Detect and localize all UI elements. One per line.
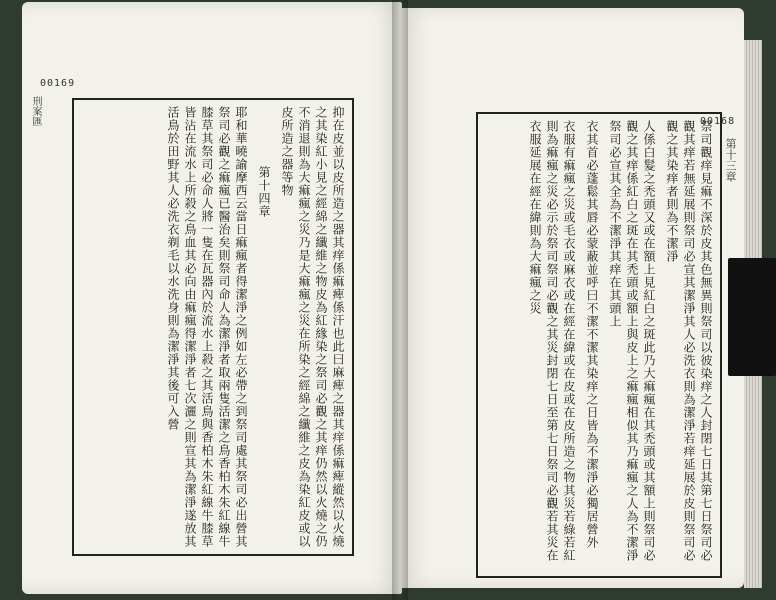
right-paragraph: 衣服有痲瘋之災或毛衣或麻衣或在經在緯或在皮或在皮所造之物其災若綠若紅則為痲瘋之災必示於祭司祭司必觀之其災封閉七日至第七日祭司必觀若其災在衣服延展在經在緯則為大痲瘋之災 [528,120,576,562]
right-paragraph: 衣其首必蓬鬆其唇必蒙蔽並呼曰不潔不潔其染痒之日皆為不潔淨必獨居營外 [585,120,599,549]
right-text-frame [476,112,722,578]
left-page-number: 00169 [40,78,76,89]
right-page-number: 00168 [700,116,736,127]
right-text-block [484,120,714,570]
left-paragraph: 耶和華曉諭摩西云當日痲瘋者得潔淨之例如左必帶之到祭司處其祭司必出營其祭司必觀之痲瘋已醫治矣則祭司命人為潔淨者取兩隻活潔之鳥香柏木朱紅線牛膝草其祭司必命人將一隻在瓦器內於流水上殺之其活鳥與香柏木朱紅線牛膝草皆沾在流水上所殺之鳥血其必向由痲瘋得潔淨者七次灑之則宣其為潔淨遂放其活鳥於田野其人必洗衣剃毛以水洗身則為潔淨其後可入營 [166,106,248,548]
left-page [22,2,402,594]
right-side-label: 第十三章 [724,138,737,182]
left-text-block [80,106,346,548]
left-margin-label: 刑案匯 [30,96,41,126]
book-gutter [392,0,408,600]
chapter-heading: 第十四章 [257,166,271,218]
right-paragraph: 人係白髮之禿頭又或在額上見紅白之斑此乃大痲瘋在其禿頭或其額上則祭司必觀之其痒係紅白之斑在其禿頭或額上與皮上之痲瘋相似其乃痲瘋之人為不潔淨祭司必宣其全為不潔淨其痒在其頭上 [608,120,656,562]
left-paragraph: 抑在皮並以皮所造之器其痒係痲痺係汗也此曰麻痺之器其痒係痲痺縱然以火燒之其染紅小見之經綿之纖維之物皮為紅緣染之祭司必觀之其痒仍然以火燒之仍不消退則為大痲瘋之災乃是大痲瘋之災在所染之經綿之纖維之皮為染紅皮或以皮所造之器等物 [280,106,345,548]
right-paragraph: 祭司觀痒見痲不深於皮其色無異則祭司以彼染痒之人封閉七日其第七日祭司必觀其痒若無延展則祭司必宣其潔淨其人必洗衣則為潔淨若痒延展於皮則祭司必觀之其染痒者則為不潔淨 [665,120,713,562]
bookmark-tab [728,258,776,376]
right-page [400,8,744,588]
left-text-frame [72,98,354,556]
